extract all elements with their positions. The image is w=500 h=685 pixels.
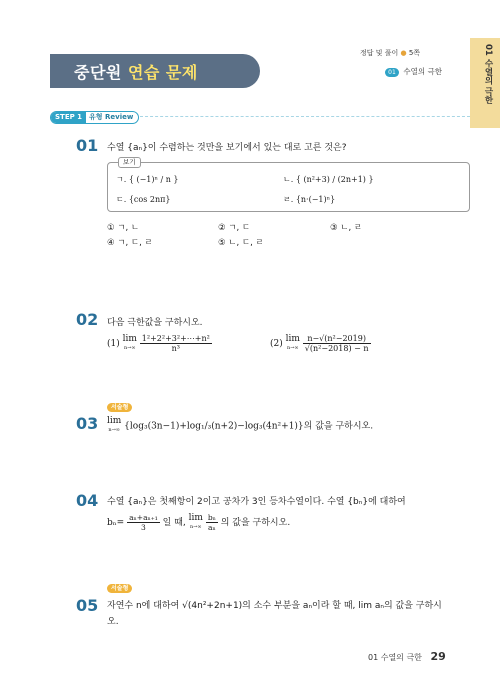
choice-3: ③ ㄴ, ㄹ (330, 223, 363, 233)
part-1-label: (1) (107, 339, 120, 349)
title-part-a: 중단원 (74, 63, 122, 82)
divider (140, 116, 470, 117)
question-number-02: 02 (76, 310, 99, 329)
chapter-reference (385, 66, 442, 77)
descriptive-tag-03: 서술형 (107, 403, 132, 412)
question-02-text: 다음 극한값을 구하시오. (107, 318, 203, 328)
question-number-03: 03 (76, 414, 99, 433)
lim-sub-4: n→∞ (190, 523, 202, 530)
bogi-item-b: ㄴ. { (n²+3) / (2n+1) } (283, 175, 374, 184)
bogi-item-c: ㄷ. {cos 2nπ} (116, 195, 171, 204)
fraction-2-denominator: √(n²−2018) − n (304, 344, 369, 353)
step-label: 유형 Review (89, 113, 134, 121)
lim-word-3: lim (107, 416, 122, 426)
question-01-text: 수열 {aₙ}이 수렴하는 것만을 보기에서 있는 대로 고른 것은? (107, 143, 347, 153)
answer-ref-label: 정답 및 풀이 (360, 49, 399, 57)
question-03-text (107, 417, 373, 435)
chapter-number-badge: 01 (385, 68, 399, 77)
choice-4: ④ ㄱ, ㄷ, ㄹ (107, 238, 153, 248)
limit-2 (286, 335, 300, 353)
answer-ref-page: 5쪽 (408, 49, 421, 57)
question-04-line-1: 수열 {aₙ}은 첫째항이 2이고 공차가 3인 등차수열이다. 수열 {bₙ}에 대하여 (107, 497, 406, 507)
question-02-part-1 (107, 334, 212, 353)
lim-word-4: lim (188, 512, 203, 523)
ratio-fraction (206, 513, 218, 532)
limit-1 (123, 335, 137, 353)
chapter-name: 수열의 극한 (403, 67, 442, 76)
step-number: STEP 1 (51, 112, 86, 123)
part-2-label: (2) (270, 339, 283, 349)
bn-fraction (127, 513, 160, 532)
dot-icon: ● (400, 49, 407, 57)
bogi-item-a: ㄱ. { (−1)ⁿ / n } (116, 175, 179, 184)
choice-5: ⑤ ㄴ, ㄷ, ㄹ (218, 238, 264, 248)
fraction-2-numerator: n−√(n²−2019) (303, 334, 371, 344)
lim-word-2: lim (285, 333, 300, 344)
bn-numerator: aₙ+aₙ₊₁ (129, 513, 158, 522)
choice-1: ① ㄱ, ㄴ (107, 223, 140, 233)
question-number-05: 05 (76, 596, 99, 615)
fraction-2 (303, 334, 371, 353)
answer-reference (360, 48, 420, 58)
bogi-item-d: ㄹ. {n·(−1)ⁿ} (283, 195, 336, 204)
page-title (74, 60, 198, 83)
question-05-text-line-2: 오. (107, 617, 119, 627)
q04-ending: 의 값을 구하시오. (220, 518, 291, 528)
lim-sub-2: n→∞ (286, 344, 299, 351)
page-footer (368, 650, 446, 663)
question-04-line-2 (107, 513, 290, 532)
limit-4 (189, 514, 203, 532)
question-05-text: 자연수 n에 대하여 √(4n²+2n+1)의 소수 부분을 aₙ이라 할 때, lim aₙ의 값을 구하시 (107, 601, 442, 611)
lim-word-1: lim (122, 333, 137, 344)
lim-sub-3: n→∞ (108, 427, 120, 433)
footer-chapter: 01 수열의 극한 (368, 653, 422, 662)
fraction-1 (140, 334, 212, 353)
question-03-expression: {log₃(3n−1)+log₁/₃(n+2)−log₃(4n²+1)}의 값을 구하시오. (124, 421, 374, 432)
ratio-numerator: bₙ (207, 513, 216, 522)
q04-connector: 일 때, (162, 518, 186, 528)
bn-denominator: 3 (141, 523, 146, 532)
question-02-part-2 (270, 334, 371, 353)
bogi-label: 보기 (118, 157, 141, 168)
side-tab-label: 01 수열의 극한 (483, 44, 493, 105)
question-number-04: 04 (76, 491, 99, 510)
fraction-1-numerator: 1²+2²+3²+⋯+n² (141, 334, 210, 343)
bn-definition: bₙ= (107, 518, 125, 528)
title-part-b: 연습 문제 (127, 63, 198, 82)
ratio-denominator: aₙ (207, 523, 216, 532)
lim-sub-1: n→∞ (123, 344, 136, 351)
question-number-01: 01 (76, 136, 99, 155)
descriptive-tag-05: 서술형 (107, 584, 132, 593)
page-number: 29 (430, 650, 446, 663)
limit-3 (107, 417, 121, 435)
step-badge (50, 111, 139, 124)
fraction-1-denominator: n³ (171, 344, 180, 353)
choice-2: ② ㄱ, ㄷ (218, 223, 251, 233)
